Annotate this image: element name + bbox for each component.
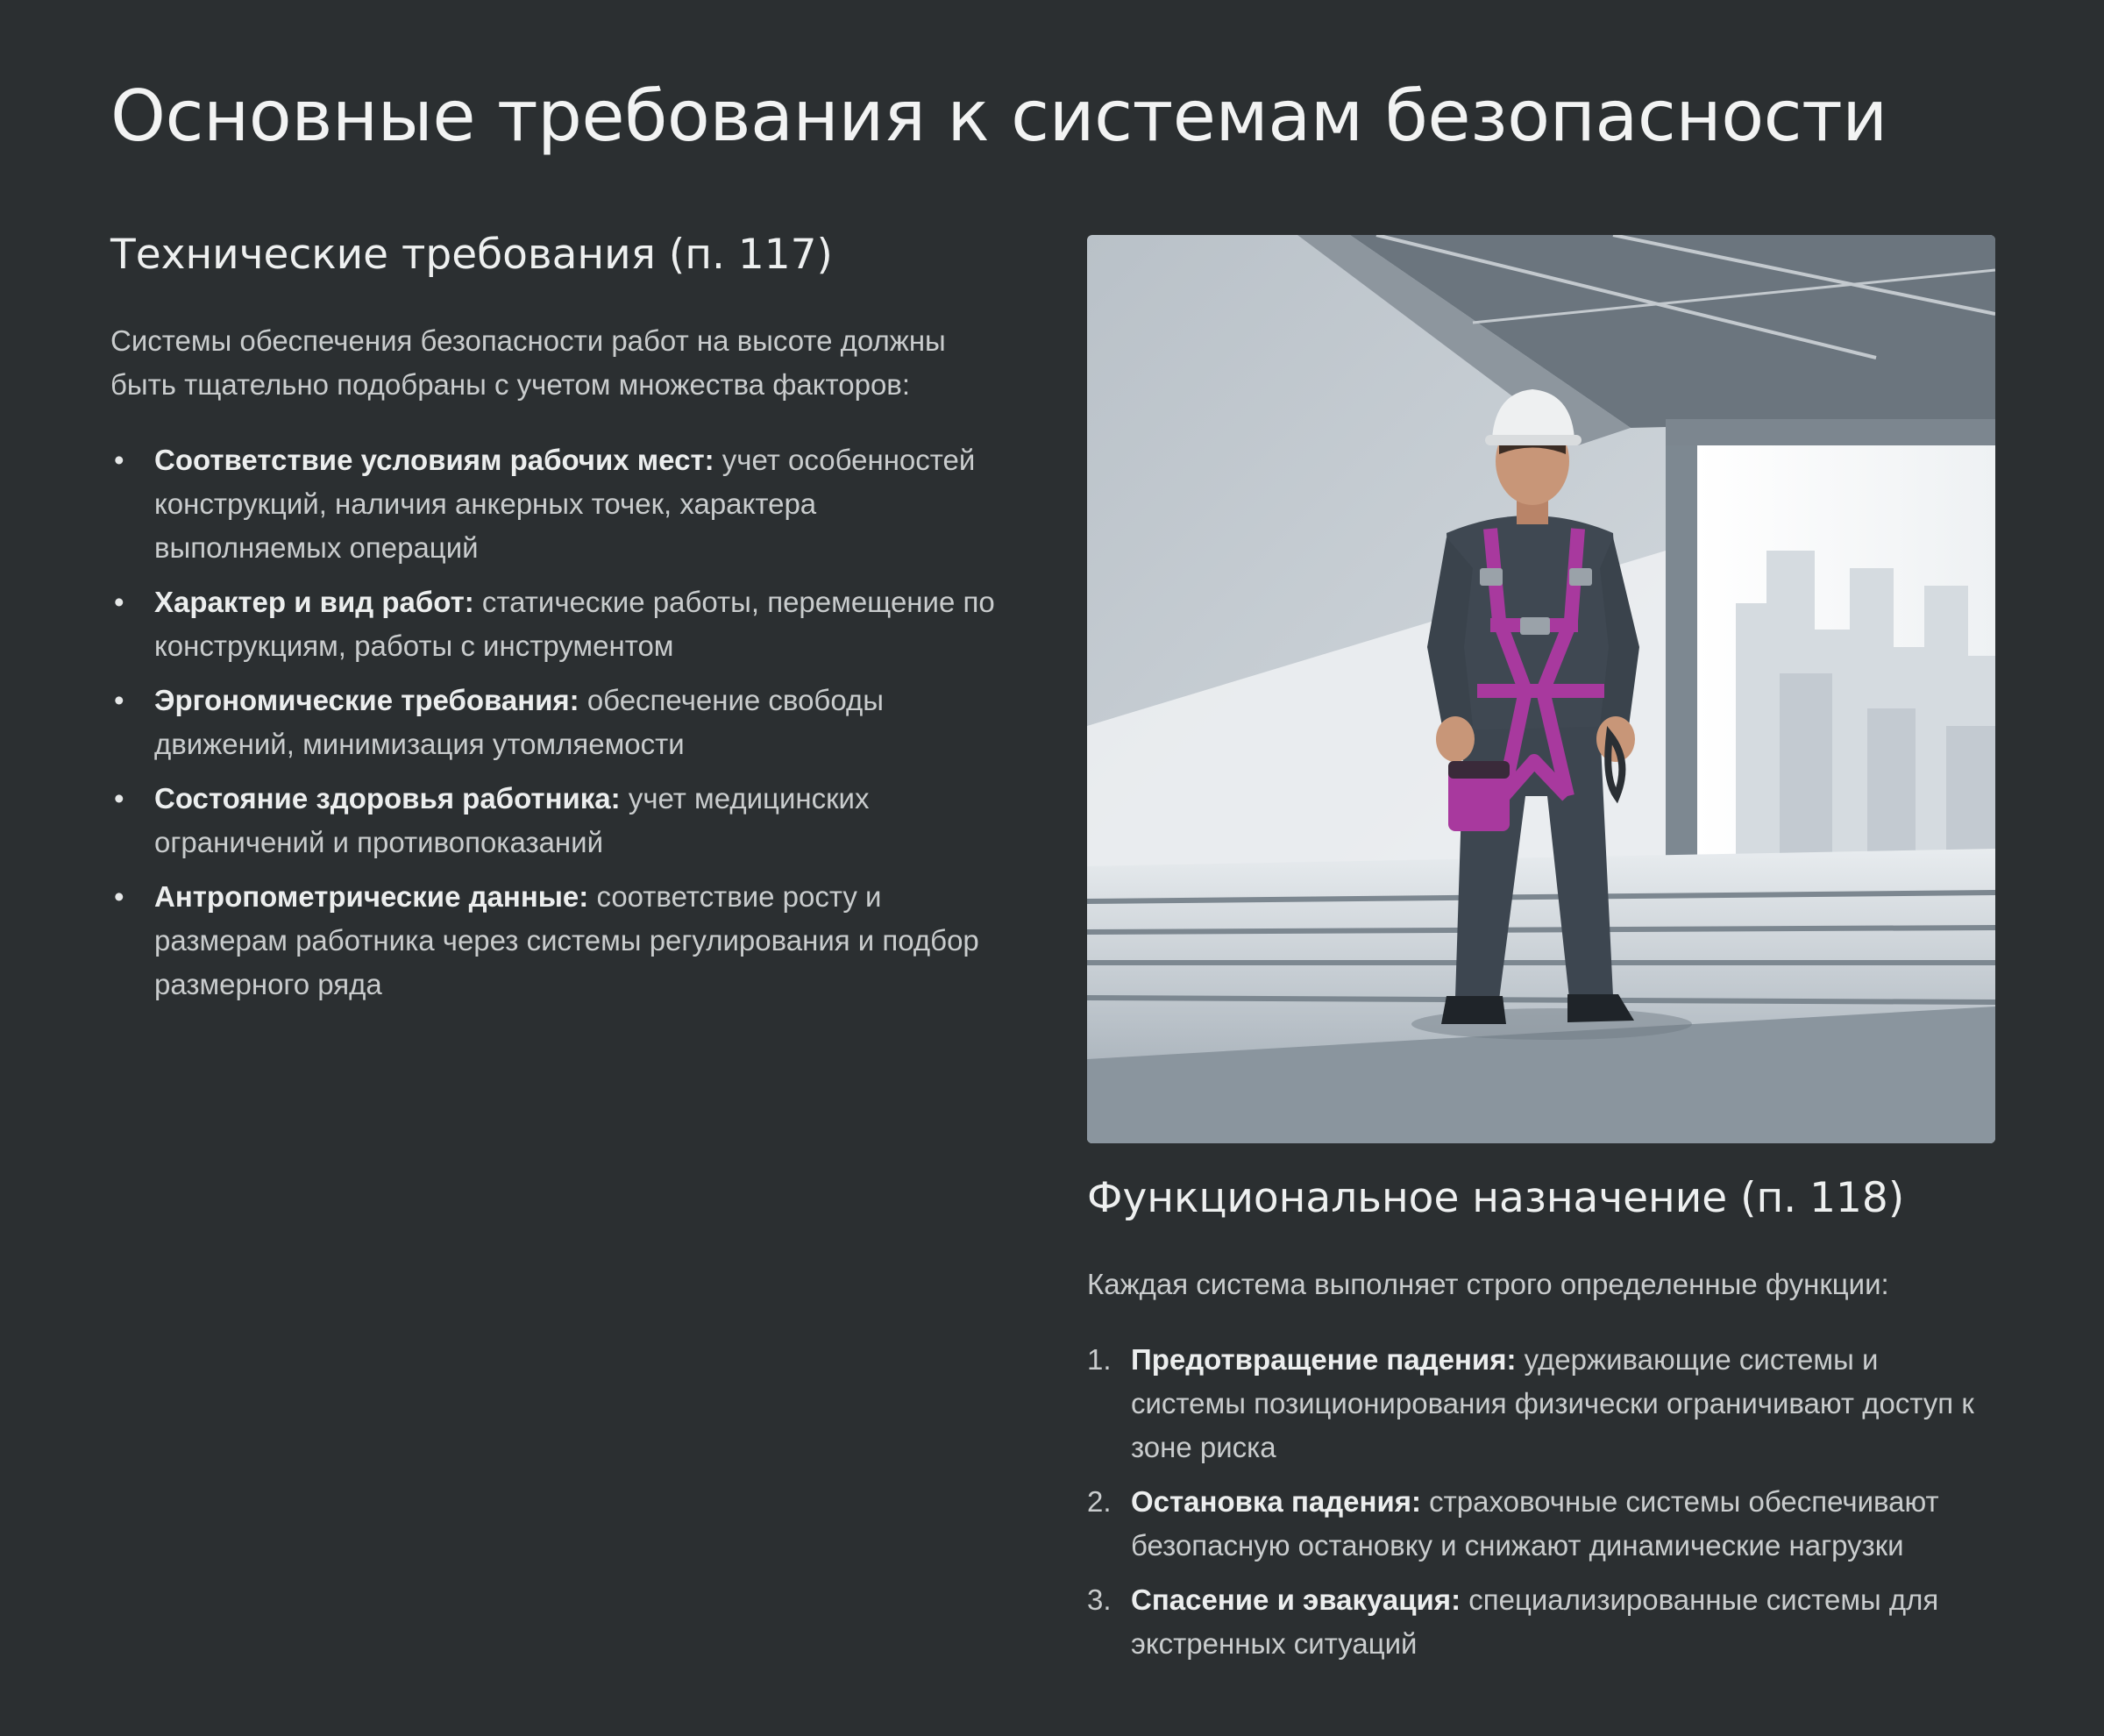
list-item: 3. Спасение и эвакуация: специализированные системы для экстренных ситуаций — [1087, 1578, 1995, 1666]
technical-requirements-intro: Системы обеспечения безопасности работ на высоте должны быть тщательно подобраны с учетом множества факторов: — [110, 324, 946, 401]
technical-requirements-heading: Технические требования (п. 117) — [110, 231, 833, 279]
list-item: • Состояние здоровья работника: учет медицинских ограничений и противопоказаний — [110, 777, 1005, 864]
list-item: • Эргономические требования: обеспечение свободы движений, минимизация утомляемости — [110, 679, 1005, 766]
bullet-icon: • — [114, 782, 124, 815]
bullet-icon: • — [114, 880, 124, 913]
list-item: 1. Предотвращение падения: удерживающие системы и системы позиционирования физически ограничивают доступ к зоне риска — [1087, 1338, 1995, 1469]
list-item: • Характер и вид работ: статические работы, перемещение по конструкциям, работы с инструментом — [110, 580, 1005, 668]
bullet-icon: • — [114, 444, 124, 476]
functional-purpose-list — [1087, 1338, 1995, 1666]
list-item: 2. Остановка падения: страховочные системы обеспечивают безопасную остановку и снижают динамические нагрузки — [1087, 1480, 1995, 1568]
bullet-icon: • — [114, 684, 124, 716]
list-item: • Соответствие условиям рабочих мест: учет особенностей конструкций, наличия анкерных точек, характера выполняемых операций — [110, 438, 1005, 570]
list-number: 1. — [1087, 1343, 1112, 1376]
functional-purpose-section — [1087, 235, 1995, 1676]
technical-requirements-list — [110, 438, 1005, 1007]
functional-purpose-heading: Функциональное назначение (п. 118) — [1087, 1174, 1905, 1222]
worker-illustration — [1087, 235, 1995, 1143]
functional-purpose-intro: Каждая система выполняет строго определенные функции: — [1087, 1268, 1889, 1300]
list-item: • Антропометрические данные: соответствие росту и размерам работника через системы регулирования и подбор размерного ряда — [110, 875, 1005, 1007]
page-title: Основные требования к системам безопасности — [110, 75, 1887, 157]
list-number: 3. — [1087, 1583, 1112, 1616]
bullet-icon: • — [114, 586, 124, 618]
technical-requirements-section — [110, 224, 1005, 1017]
list-number: 2. — [1087, 1485, 1112, 1518]
